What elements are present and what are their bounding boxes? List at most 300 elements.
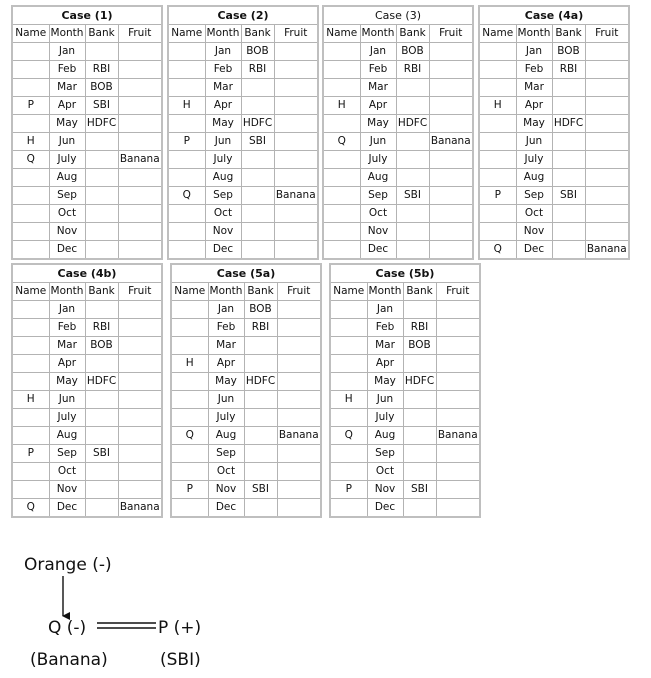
month-cell: Sep <box>49 445 85 463</box>
fruit-cell <box>585 187 629 205</box>
bank-cell <box>85 187 118 205</box>
month-cell: Feb <box>208 319 244 337</box>
column-header-name: Name <box>12 25 49 43</box>
fruit-cell: Banana <box>118 151 162 169</box>
table-row <box>330 445 480 463</box>
bank-cell <box>241 187 274 205</box>
name-cell <box>479 205 516 223</box>
fruit-cell <box>585 169 629 187</box>
bank-cell: SBI <box>396 187 429 205</box>
table-row <box>171 319 321 337</box>
table-row <box>479 241 629 260</box>
month-cell: Jun <box>367 391 403 409</box>
table-row <box>171 337 321 355</box>
table-row <box>479 169 629 187</box>
bank-cell: BOB <box>552 43 585 61</box>
table-row <box>12 481 162 499</box>
table-row <box>171 463 321 481</box>
table-row <box>330 463 480 481</box>
bank-cell <box>241 151 274 169</box>
fruit-cell <box>585 43 629 61</box>
bank-cell <box>244 463 277 481</box>
name-cell <box>323 169 360 187</box>
month-cell: Sep <box>516 187 552 205</box>
month-cell: Aug <box>49 169 85 187</box>
table-row <box>323 115 473 133</box>
table-row <box>12 445 162 463</box>
column-header-fruit: Fruit <box>277 283 321 301</box>
bank-cell <box>403 463 436 481</box>
table-row <box>323 205 473 223</box>
table-row <box>330 319 480 337</box>
month-cell: Apr <box>49 97 85 115</box>
name-cell <box>171 499 208 518</box>
header-row <box>12 283 162 301</box>
month-cell: Nov <box>360 223 396 241</box>
name-cell <box>168 151 205 169</box>
bank-cell: RBI <box>244 319 277 337</box>
fruit-cell <box>277 463 321 481</box>
case-table-5b <box>329 263 481 518</box>
fruit-cell <box>429 241 473 260</box>
table-row <box>323 61 473 79</box>
month-cell: Aug <box>208 427 244 445</box>
month-cell: Sep <box>360 187 396 205</box>
month-cell: Feb <box>49 61 85 79</box>
name-cell: P <box>12 445 49 463</box>
bank-cell: HDFC <box>85 373 118 391</box>
month-cell: Jan <box>360 43 396 61</box>
table-row <box>12 391 162 409</box>
fruit-cell <box>118 427 162 445</box>
bank-cell <box>85 223 118 241</box>
name-cell <box>12 337 49 355</box>
case-title: Case (2) <box>168 6 318 25</box>
month-cell: May <box>367 373 403 391</box>
bank-cell: RBI <box>552 61 585 79</box>
month-cell: Aug <box>49 427 85 445</box>
month-cell: Oct <box>367 463 403 481</box>
table-row <box>168 241 318 260</box>
header-row <box>168 25 318 43</box>
name-cell <box>12 319 49 337</box>
table-row <box>330 337 480 355</box>
month-cell: Apr <box>367 355 403 373</box>
table-row <box>171 391 321 409</box>
month-cell: May <box>205 115 241 133</box>
bank-cell: HDFC <box>244 373 277 391</box>
bank-cell <box>241 223 274 241</box>
name-cell <box>168 43 205 61</box>
fruit-cell <box>277 373 321 391</box>
table-row <box>12 241 162 260</box>
month-cell: Jan <box>205 43 241 61</box>
column-header-month: Month <box>49 25 85 43</box>
table-row <box>479 79 629 97</box>
bank-cell <box>396 133 429 151</box>
name-cell <box>323 187 360 205</box>
table-row <box>323 79 473 97</box>
table-row <box>12 205 162 223</box>
bank-cell <box>396 169 429 187</box>
fruit-cell <box>118 391 162 409</box>
bank-cell: SBI <box>403 481 436 499</box>
name-cell: Q <box>168 187 205 205</box>
month-cell: Nov <box>208 481 244 499</box>
bank-cell <box>552 79 585 97</box>
column-header-bank: Bank <box>244 283 277 301</box>
column-header-bank: Bank <box>552 25 585 43</box>
bank-cell: RBI <box>241 61 274 79</box>
table-row <box>168 97 318 115</box>
column-header-bank: Bank <box>396 25 429 43</box>
month-cell: Jun <box>49 133 85 151</box>
name-cell <box>12 301 49 319</box>
fruit-cell <box>274 241 318 260</box>
month-cell: Dec <box>49 241 85 260</box>
fruit-cell <box>118 61 162 79</box>
column-header-name: Name <box>479 25 516 43</box>
table-row <box>330 373 480 391</box>
fruit-cell: Banana <box>274 187 318 205</box>
table-row <box>330 499 480 518</box>
column-header-fruit: Fruit <box>436 283 480 301</box>
bank-cell <box>244 391 277 409</box>
bank-cell <box>244 427 277 445</box>
table-row <box>12 319 162 337</box>
fruit-cell <box>118 301 162 319</box>
fruit-cell <box>118 319 162 337</box>
month-cell: Jun <box>49 391 85 409</box>
month-cell: July <box>49 409 85 427</box>
fruit-cell <box>429 169 473 187</box>
month-cell: Nov <box>367 481 403 499</box>
month-cell: Dec <box>205 241 241 260</box>
p-label: P (+) <box>158 618 202 638</box>
fruit-cell <box>436 391 480 409</box>
bank-cell: SBI <box>244 481 277 499</box>
fruit-cell <box>118 169 162 187</box>
column-header-name: Name <box>323 25 360 43</box>
table-row <box>330 409 480 427</box>
month-cell: July <box>360 151 396 169</box>
name-cell: H <box>479 97 516 115</box>
month-cell: Oct <box>49 463 85 481</box>
name-cell: Q <box>12 151 49 169</box>
fruit-cell <box>436 301 480 319</box>
name-cell: P <box>12 97 49 115</box>
name-cell: H <box>12 391 49 409</box>
fruit-cell <box>585 205 629 223</box>
header-row <box>330 283 480 301</box>
column-header-name: Name <box>330 283 367 301</box>
table-row <box>168 187 318 205</box>
fruit-cell <box>277 391 321 409</box>
name-cell <box>323 115 360 133</box>
table-row <box>479 61 629 79</box>
fruit-cell <box>429 43 473 61</box>
month-cell: Jun <box>205 133 241 151</box>
name-cell <box>323 43 360 61</box>
month-cell: Feb <box>49 319 85 337</box>
table-row <box>479 151 629 169</box>
fruit-cell <box>429 223 473 241</box>
fruit-cell <box>274 205 318 223</box>
column-header-bank: Bank <box>241 25 274 43</box>
bank-cell <box>244 355 277 373</box>
column-header-name: Name <box>171 283 208 301</box>
table-row <box>330 427 480 445</box>
fruit-cell <box>274 223 318 241</box>
month-cell: Apr <box>49 355 85 373</box>
month-cell: July <box>205 151 241 169</box>
bank-cell <box>85 427 118 445</box>
name-cell <box>12 373 49 391</box>
name-cell: H <box>330 391 367 409</box>
column-header-fruit: Fruit <box>274 25 318 43</box>
column-header-month: Month <box>516 25 552 43</box>
fruit-cell <box>429 79 473 97</box>
fruit-cell <box>118 409 162 427</box>
table-row <box>323 97 473 115</box>
month-cell: Mar <box>205 79 241 97</box>
bank-cell: BOB <box>403 337 436 355</box>
fruit-cell <box>118 445 162 463</box>
table-row <box>168 61 318 79</box>
table-row <box>171 481 321 499</box>
fruit-cell <box>436 337 480 355</box>
fruit-cell <box>274 97 318 115</box>
name-cell: Q <box>330 427 367 445</box>
bank-cell <box>396 79 429 97</box>
table-row <box>12 409 162 427</box>
fruit-cell <box>429 187 473 205</box>
name-cell <box>323 79 360 97</box>
table-row <box>12 187 162 205</box>
table-row <box>12 151 162 169</box>
month-cell: Dec <box>367 499 403 518</box>
fruit-cell: Banana <box>429 133 473 151</box>
fruit-cell <box>118 463 162 481</box>
bank-cell <box>552 205 585 223</box>
case-title: Case (5b) <box>330 264 480 283</box>
name-cell <box>330 373 367 391</box>
fruit-cell <box>274 133 318 151</box>
month-cell: Mar <box>360 79 396 97</box>
name-cell <box>171 409 208 427</box>
fruit-cell <box>277 481 321 499</box>
fruit-cell <box>274 151 318 169</box>
fruit-cell <box>118 97 162 115</box>
table-row <box>168 151 318 169</box>
fruit-cell <box>274 115 318 133</box>
name-cell <box>12 79 49 97</box>
header-row <box>323 25 473 43</box>
month-cell: Apr <box>360 97 396 115</box>
month-cell: Jan <box>49 301 85 319</box>
table-row <box>168 205 318 223</box>
bank-cell <box>244 499 277 518</box>
table-row <box>12 169 162 187</box>
fruit-cell: Banana <box>585 241 629 260</box>
table-row <box>479 115 629 133</box>
month-cell: Dec <box>360 241 396 260</box>
table-row <box>330 481 480 499</box>
month-cell: May <box>49 115 85 133</box>
table-row <box>323 133 473 151</box>
name-cell <box>323 223 360 241</box>
name-cell: P <box>330 481 367 499</box>
bank-cell <box>244 337 277 355</box>
month-cell: Jan <box>516 43 552 61</box>
month-cell: Dec <box>49 499 85 518</box>
fruit-cell <box>429 61 473 79</box>
bank-cell: BOB <box>396 43 429 61</box>
fruit-cell <box>429 205 473 223</box>
bank-cell <box>396 97 429 115</box>
column-header-fruit: Fruit <box>118 25 162 43</box>
table-row <box>168 169 318 187</box>
name-cell: Q <box>12 499 49 518</box>
name-cell: P <box>479 187 516 205</box>
bank-cell <box>85 499 118 518</box>
table-row <box>479 187 629 205</box>
fruit-cell <box>274 169 318 187</box>
name-cell <box>12 355 49 373</box>
fruit-cell <box>429 115 473 133</box>
bank-cell <box>403 301 436 319</box>
fruit-cell <box>277 355 321 373</box>
fruit-cell <box>118 205 162 223</box>
name-cell <box>330 301 367 319</box>
month-cell: Aug <box>367 427 403 445</box>
column-header-name: Name <box>12 283 49 301</box>
month-cell: Jun <box>360 133 396 151</box>
table-row <box>323 169 473 187</box>
name-cell <box>12 481 49 499</box>
header-row <box>171 283 321 301</box>
bank-cell <box>552 169 585 187</box>
table-row <box>479 97 629 115</box>
table-row <box>479 205 629 223</box>
name-cell <box>479 169 516 187</box>
table-row <box>323 43 473 61</box>
name-cell <box>330 319 367 337</box>
table-row <box>171 445 321 463</box>
column-header-bank: Bank <box>85 25 118 43</box>
month-cell: Jun <box>208 391 244 409</box>
name-cell <box>479 133 516 151</box>
bank-cell <box>85 463 118 481</box>
bank-cell <box>552 241 585 260</box>
month-cell: Oct <box>49 205 85 223</box>
month-cell: Feb <box>205 61 241 79</box>
table-row <box>12 373 162 391</box>
table-row <box>12 79 162 97</box>
table-row <box>171 373 321 391</box>
month-cell: Oct <box>360 205 396 223</box>
month-cell: Mar <box>49 337 85 355</box>
bank-cell: BOB <box>241 43 274 61</box>
fruit-cell <box>118 79 162 97</box>
month-cell: July <box>49 151 85 169</box>
fruit-cell <box>118 223 162 241</box>
bank-cell <box>85 133 118 151</box>
name-cell <box>171 301 208 319</box>
case-title: Case (5a) <box>171 264 321 283</box>
bank-cell <box>552 151 585 169</box>
relation-diagram <box>0 540 230 678</box>
month-cell: Sep <box>208 445 244 463</box>
case-title: Case (3) <box>323 6 473 25</box>
table-row <box>168 133 318 151</box>
bank-cell <box>85 355 118 373</box>
fruit-cell <box>118 481 162 499</box>
bank-cell <box>85 481 118 499</box>
bank-cell <box>241 169 274 187</box>
bank-cell <box>396 223 429 241</box>
fruit-cell <box>585 61 629 79</box>
month-cell: Sep <box>205 187 241 205</box>
month-cell: Nov <box>205 223 241 241</box>
name-cell <box>168 205 205 223</box>
sbi-label: (SBI) <box>160 650 201 670</box>
fruit-cell <box>277 319 321 337</box>
bank-cell <box>244 409 277 427</box>
bank-cell: SBI <box>241 133 274 151</box>
name-cell <box>330 337 367 355</box>
table-row <box>168 223 318 241</box>
name-cell <box>330 409 367 427</box>
table-row <box>12 463 162 481</box>
bank-cell <box>85 43 118 61</box>
fruit-cell <box>118 355 162 373</box>
bank-cell: HDFC <box>85 115 118 133</box>
table-row <box>323 241 473 260</box>
month-cell: Feb <box>360 61 396 79</box>
name-cell <box>12 169 49 187</box>
month-cell: July <box>367 409 403 427</box>
table-row <box>168 79 318 97</box>
month-cell: Oct <box>516 205 552 223</box>
case-table-5a <box>170 263 322 518</box>
month-cell: Feb <box>367 319 403 337</box>
bank-cell <box>241 97 274 115</box>
month-cell: Nov <box>49 223 85 241</box>
bank-cell <box>85 205 118 223</box>
table-row <box>12 115 162 133</box>
bank-cell: HDFC <box>403 373 436 391</box>
bank-cell: RBI <box>396 61 429 79</box>
month-cell: Sep <box>49 187 85 205</box>
name-cell <box>12 43 49 61</box>
bank-cell <box>85 391 118 409</box>
name-cell: H <box>171 355 208 373</box>
month-cell: Aug <box>205 169 241 187</box>
bank-cell <box>85 301 118 319</box>
bank-cell <box>85 169 118 187</box>
month-cell: Aug <box>516 169 552 187</box>
name-cell <box>171 319 208 337</box>
month-cell: Jun <box>516 133 552 151</box>
name-cell <box>12 427 49 445</box>
month-cell: Apr <box>516 97 552 115</box>
table-row <box>12 43 162 61</box>
table-row <box>12 133 162 151</box>
name-cell <box>171 337 208 355</box>
table-row <box>479 133 629 151</box>
fruit-cell <box>436 499 480 518</box>
